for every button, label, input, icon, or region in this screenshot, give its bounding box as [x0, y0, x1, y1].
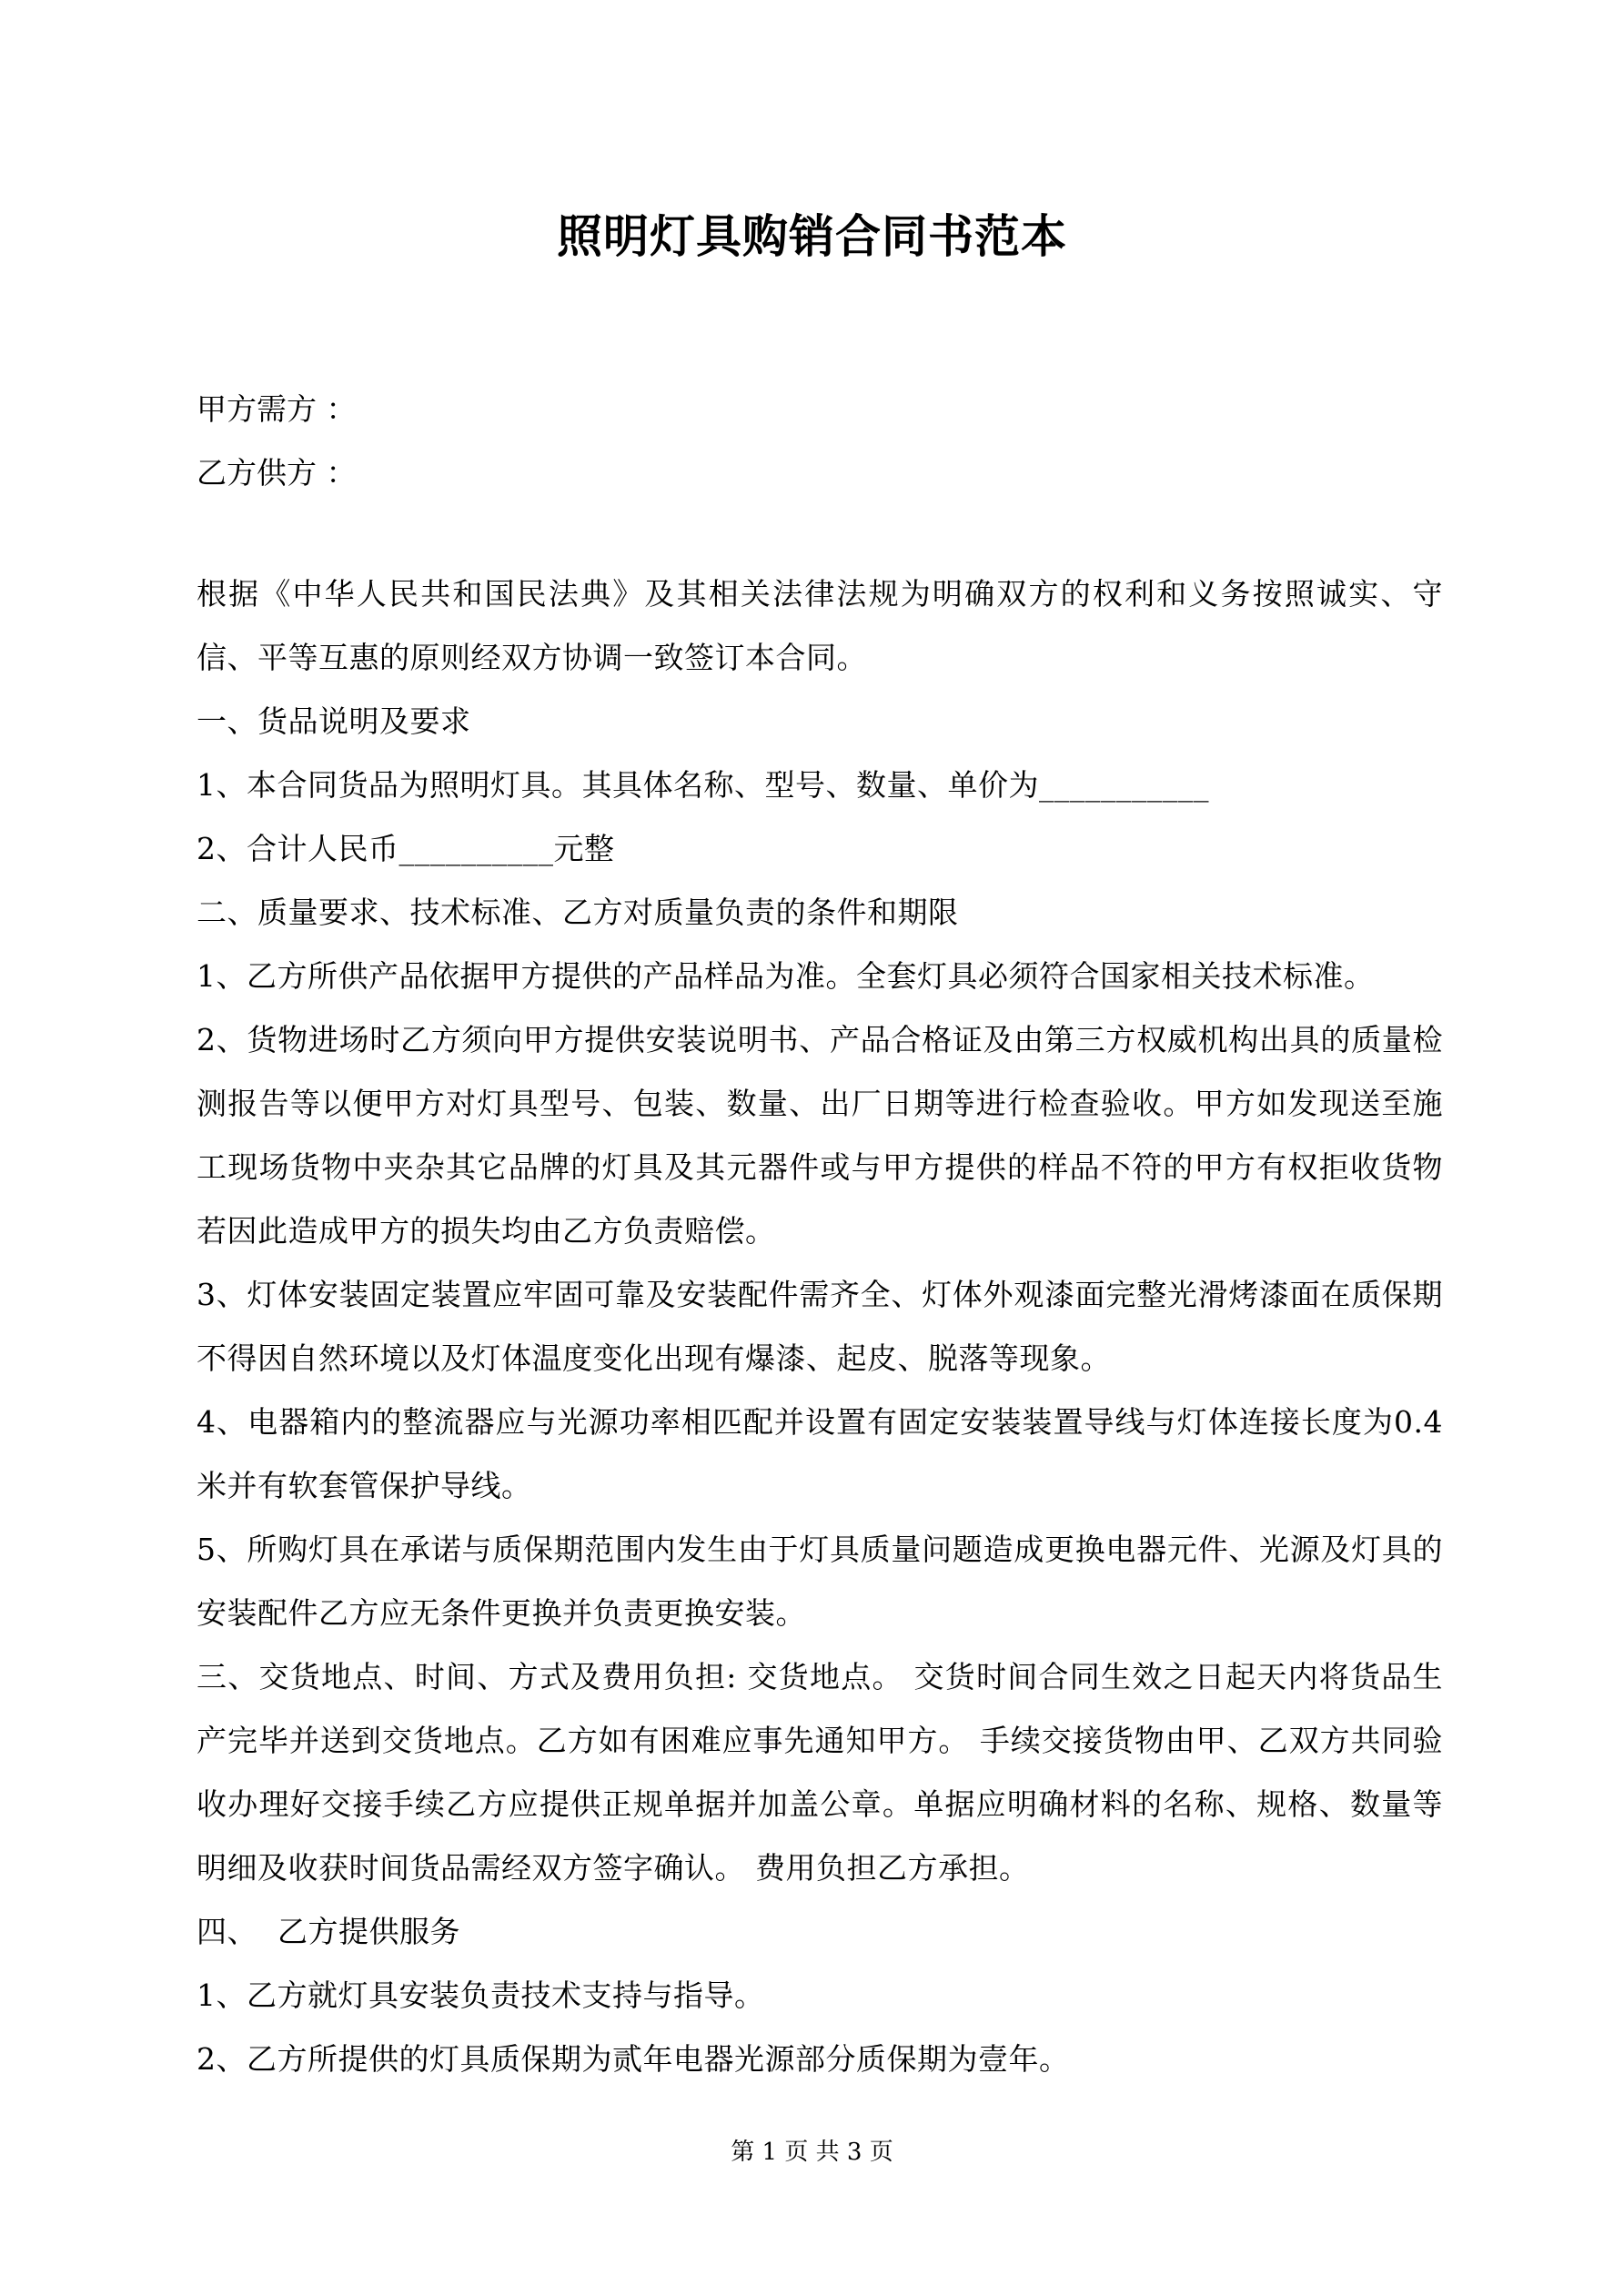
- clause-quality-4: 4、电器箱内的整流器应与光源功率相匹配并设置有固定安装装置导线与灯体连接长度为0.4米并有软套管保护导线。: [197, 1404, 1443, 1503]
- page-number-footer: 第 1 页 共 3 页: [731, 2139, 893, 2166]
- clause-service-2: 2、乙方所提供的灯具质保期为贰年电器光源部分质保期为壹年。: [197, 2041, 1070, 2077]
- contract-body: [197, 562, 1443, 2091]
- clause-quality-3: 3、灯体安装固定装置应牢固可靠及安装配件需齐全、灯体外观漆面完整光滑烤漆面在质保期不得因自然环境以及灯体温度变化出现有爆漆、起皮、脱落等现象。: [197, 1277, 1443, 1376]
- section-heading-quality: 二、质量要求、技术标准、乙方对质量负责的条件和期限: [197, 895, 959, 930]
- preamble-paragraph: 根据《中华人民共和国民法典》及其相关法律法规为明确双方的权利和义务按照诚实、守信、平等互惠的原则经双方协调一致签订本合同。: [197, 576, 1443, 675]
- clause-quality-5: 5、所购灯具在承诺与质保期范围内发生由于灯具质量问题造成更换电器元件、光源及灯具的安装配件乙方应无条件更换并负责更换安装。: [197, 1532, 1443, 1631]
- document-title: 照明灯具购销合同书范本: [557, 209, 1067, 263]
- clause-quality-1: 1、乙方所供产品依据甲方提供的产品样品为准。全套灯具必须符合国家相关技术标准。: [197, 958, 1375, 994]
- section-heading-goods: 一、货品说明及要求: [197, 703, 471, 739]
- clause-goods-1: 1、本合同货品为照明灯具。其具体名称、型号、数量、单价为___________: [197, 767, 1209, 803]
- party-a-line: 甲方需方 ：: [197, 391, 357, 427]
- clause-quality-2: 2、货物进场时乙方须向甲方提供安装说明书、产品合格证及由第三方权威机构出具的质量检测报告等以便甲方对灯具型号、包装、数量、出厂日期等进行检查验收。甲方如发现送至施工现场货物中夹杂其它品牌的灯具及其元器件或与甲方提供的样品不符的甲方有权拒收货物若因此造成甲方的损失均由乙方负责赔偿。: [197, 1022, 1443, 1249]
- section-heading-service: 四、 乙方提供服务: [197, 1914, 460, 1949]
- party-block: [197, 378, 357, 505]
- clause-goods-2: 2、合计人民币__________元整: [197, 831, 615, 866]
- party-b-line: 乙方供方 ：: [197, 455, 357, 491]
- section-delivery: 三、交货地点、时间、方式及费用负担: 交货地点。 交货时间合同生效之日起天内将货品生产完毕并送到交货地点。乙方如有困难应事先通知甲方。 手续交接货物由甲、乙双方共同验收办理好交接手续乙方应提供正规单据并加盖公章。单据应明确材料的名称、规格、数量等明细及收获时间货品需经双方签字确认。 费用负担乙方承担。: [197, 1659, 1443, 1886]
- clause-service-1: 1、乙方就灯具安装负责技术支持与指导。: [197, 1977, 765, 2013]
